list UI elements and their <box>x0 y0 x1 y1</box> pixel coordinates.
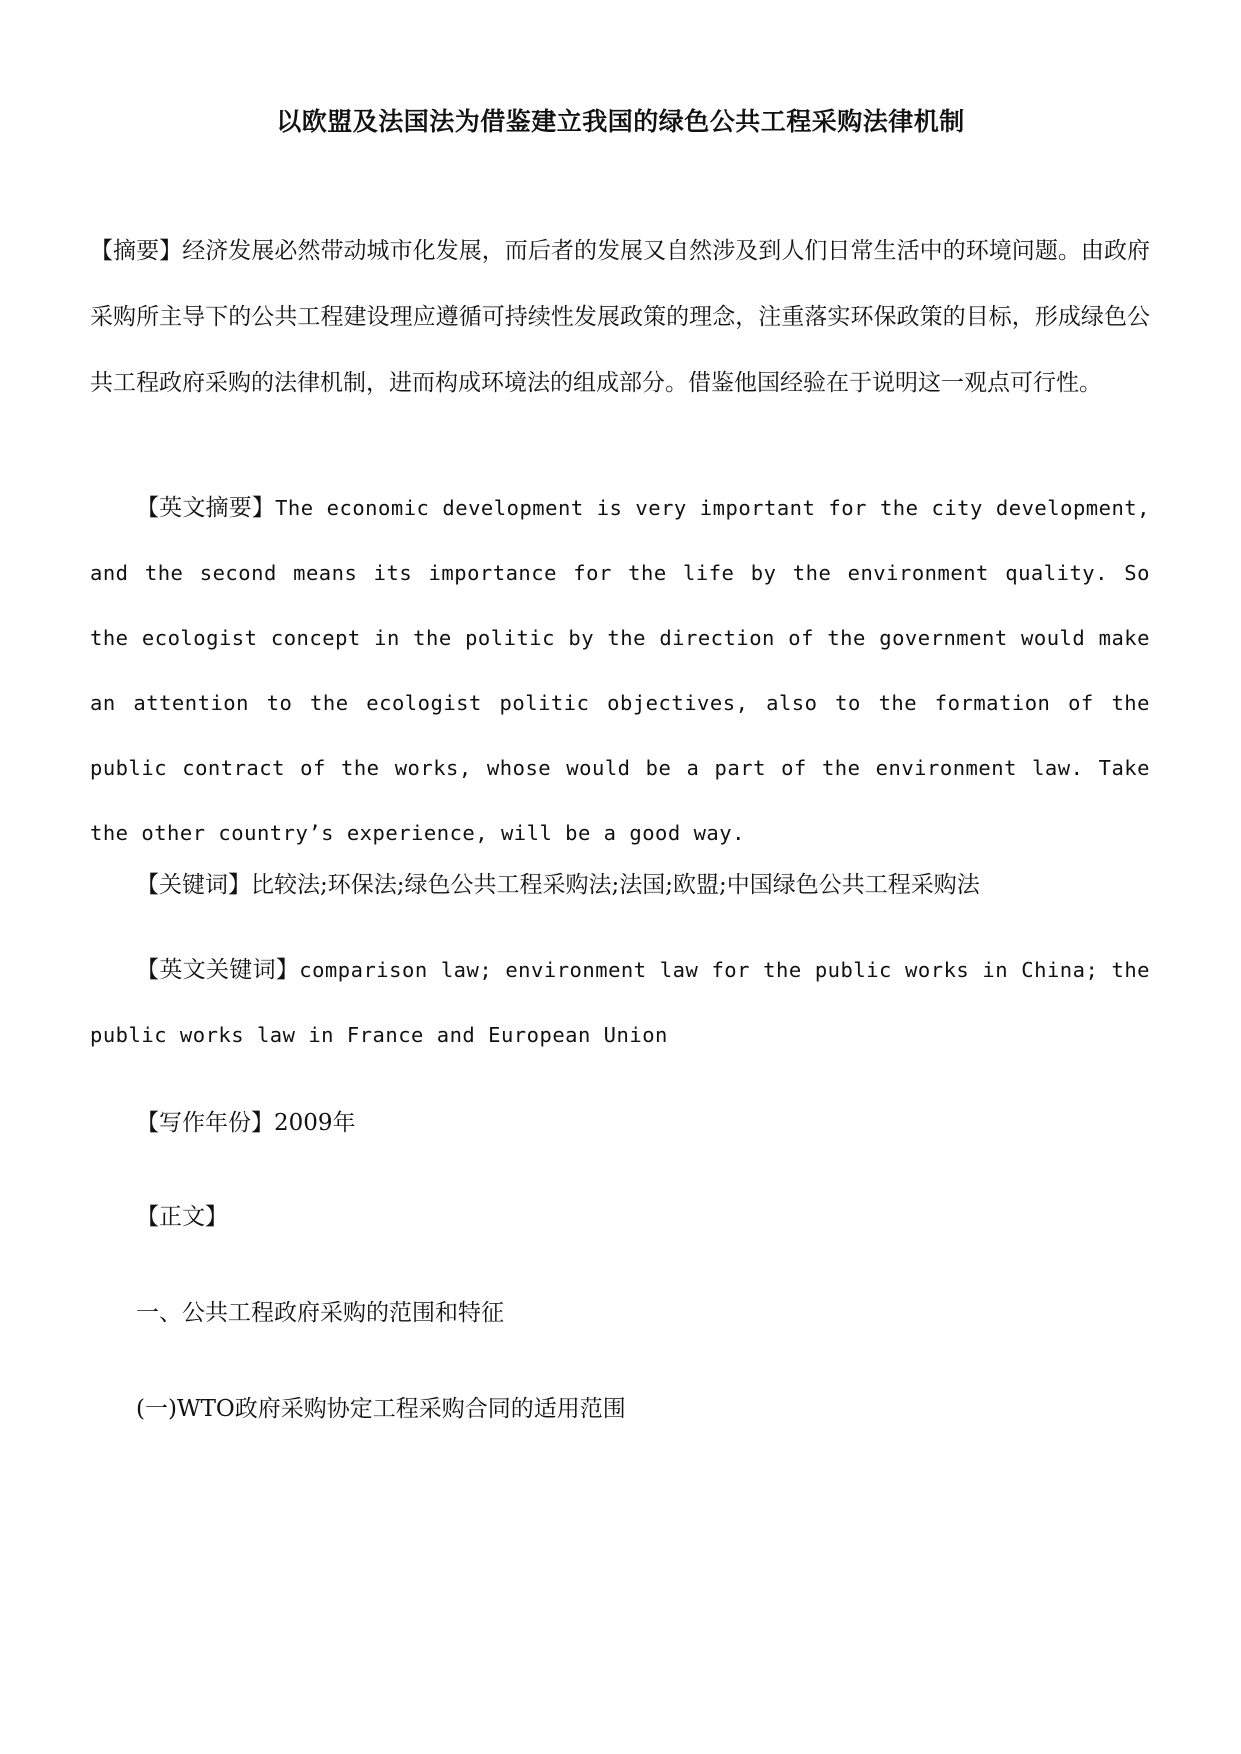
english-abstract-label: 【英文摘要】 <box>136 495 276 521</box>
keywords-text: 比较法;环保法;绿色公共工程采购法;法国;欧盟;中国绿色公共工程采购法 <box>251 872 980 898</box>
body-label: 【正文】 <box>136 1204 228 1230</box>
english-keywords-label: 【英文关键词】 <box>136 957 300 983</box>
abstract-label: 【摘要】 <box>90 238 183 264</box>
keywords-paragraph <box>90 852 1150 918</box>
english-abstract-text: The economic development is very important for the city development, and the second means its importance for the life by the environment quality. So the ecologist concept in the politic by the direction of the government would make an attention to the ecologist politic objectives, also to the formation of the public contract of the works, whose would be a part of the environment law. Take the other country’s experience, will be a good way. <box>90 496 1150 845</box>
year-paragraph <box>90 1090 1150 1156</box>
english-keywords-paragraph <box>90 938 1150 1068</box>
english-keywords-text: comparison law; environment law for the public works in China; the public works law in France and European Union <box>90 958 1150 1047</box>
english-abstract-paragraph <box>90 476 1150 866</box>
abstract-text: 经济发展必然带动城市化发展，而后者的发展又自然涉及到人们日常生活中的环境问题。由政府采购所主导下的公共工程建设理应遵循可持续性发展政策的理念，注重落实环保政策的目标，形成绿色公共工程政府采购的法律机制，进而构成环境法的组成部分。借鉴他国经验在于说明这一观点可行性。 <box>90 238 1151 396</box>
document-title: 以欧盟及法国法为借鉴建立我国的绿色公共工程采购法律机制 <box>276 107 965 136</box>
section-heading-1: 一、公共工程政府采购的范围和特征 <box>136 1300 504 1326</box>
abstract-paragraph <box>90 218 1150 416</box>
year-text: 2009年 <box>274 1110 356 1136</box>
keywords-label: 【关键词】 <box>136 872 251 898</box>
subsection-heading-1: (一)WTO政府采购协定工程采购合同的适用范围 <box>136 1396 626 1422</box>
year-label: 【写作年份】 <box>136 1110 274 1136</box>
